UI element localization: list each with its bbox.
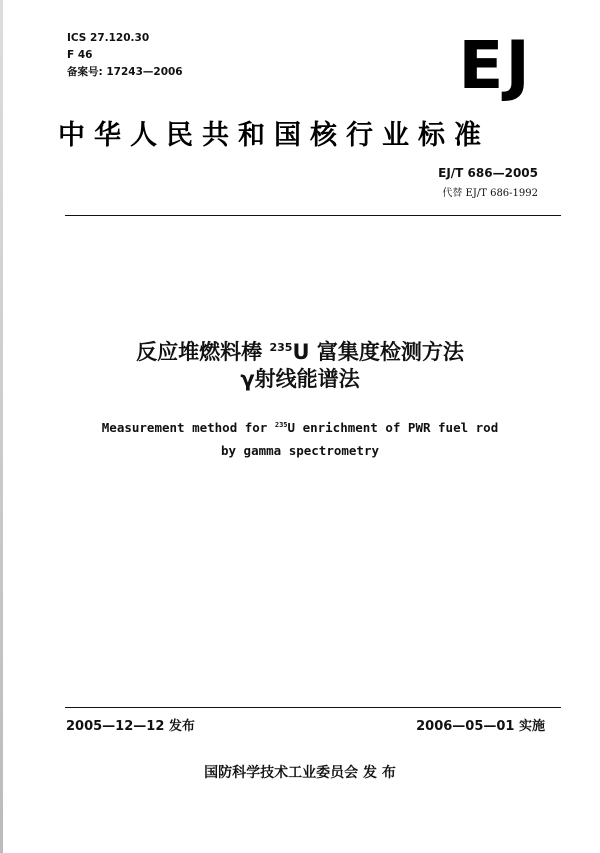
- replaces-standard: 代替 EJ/T 686-1992: [442, 188, 538, 199]
- english-title: [0, 414, 600, 462]
- english-title-superscript: 235: [274, 421, 288, 429]
- classification-block: [67, 30, 183, 81]
- classification-code: F 46: [67, 49, 93, 61]
- english-title-part2: U enrichment of PWR fuel rod: [287, 420, 499, 436]
- chinese-title-part2: U 富集度检测方法: [292, 340, 464, 364]
- chinese-title-superscript: 235: [269, 341, 293, 354]
- issuing-authority: 国防科学技术工业委员会 发 布: [204, 765, 396, 781]
- english-title-part1: Measurement method for: [101, 420, 275, 436]
- standard-number: EJ/T 686—2005: [438, 166, 538, 180]
- filing-number: 备案号: 17243—2006: [67, 66, 183, 78]
- chinese-title: [0, 333, 600, 367]
- standard-type-title: 中华人民共和国核行业标准: [58, 120, 490, 151]
- ej-logo: EJ: [458, 27, 532, 104]
- english-title-line2: by gamma spectrometry: [220, 443, 380, 459]
- chinese-subtitle: γ射线能谱法: [240, 367, 360, 391]
- bottom-divider: [65, 707, 561, 708]
- effective-date: 2006—05—01 实施: [416, 719, 545, 734]
- issue-date: 2005—12—12 发布: [66, 719, 195, 734]
- ics-code: ICS 27.120.30: [67, 32, 150, 44]
- chinese-title-part1: 反应堆燃料棒: [136, 340, 270, 364]
- top-divider: [65, 215, 561, 216]
- english-title-line1: [0, 414, 600, 439]
